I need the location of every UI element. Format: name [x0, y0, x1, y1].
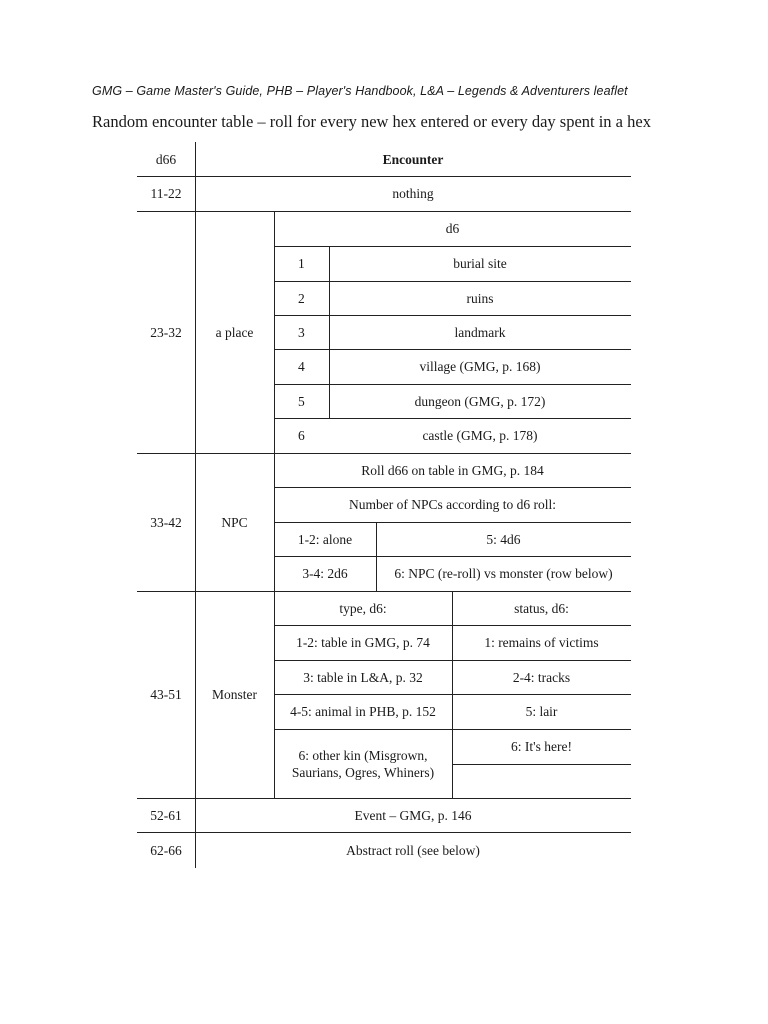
range-62-66: 62-66 [150, 842, 182, 858]
encounter-nothing: nothing [392, 186, 434, 201]
place-result: ruins [466, 290, 494, 306]
encounter-event: Event – GMG, p. 146 [354, 807, 472, 823]
npc-roll-instruction: Roll d66 on table in GMG, p. 184 [361, 462, 544, 478]
place-roll-number: 6 [298, 428, 305, 443]
monster-status-result: 5: lair [525, 704, 558, 719]
npc-count-instruction: Number of NPCs according to d6 roll: [349, 497, 556, 512]
monster-type-result: 3: table in L&A, p. 32 [303, 669, 423, 685]
npc-count-2d6: 3-4: 2d6 [302, 566, 348, 581]
place-roll-number: 5 [298, 393, 305, 409]
monster-type-header: type, d6: [339, 600, 387, 616]
place-roll-number: 4 [298, 359, 305, 374]
place-roll-number: 2 [298, 290, 305, 306]
place-result: landmark [454, 324, 506, 340]
encounter-monster: Monster [212, 687, 257, 702]
place-result: dungeon (GMG, p. 172) [414, 393, 546, 409]
place-roll-number: 1 [298, 256, 305, 271]
range-33-42: 33-42 [150, 514, 182, 530]
monster-status-header: status, d6: [514, 600, 569, 616]
monster-type-result: 6: other kin (Misgrown, Saurians, Ogres, Whiners) [291, 747, 435, 780]
place-d6-header: d6 [445, 221, 460, 236]
monster-status-result: 6: It's here! [511, 739, 572, 754]
place-roll-number: 3 [298, 324, 305, 340]
encounter-abstract-roll: Abstract roll (see below) [346, 842, 480, 858]
monster-type-result: 4-5: animal in PHB, p. 152 [290, 704, 436, 719]
header-d66: d66 [155, 151, 177, 167]
place-result: castle (GMG, p. 178) [422, 428, 538, 443]
range-23-32: 23-32 [150, 324, 182, 340]
header-encounter: Encounter [382, 151, 444, 167]
table-heading: Random encounter table – roll for every new hex entered or every day spent in a hex [92, 112, 651, 131]
abbreviation-legend: GMG – Game Master's Guide, PHB – Player's Handbook, L&A – Legends & Adventurers leaflet [92, 84, 628, 98]
npc-count-4d6: 5: 4d6 [486, 531, 521, 547]
range-43-51: 43-51 [150, 687, 182, 702]
encounter-place: a place [215, 324, 254, 340]
monster-type-result: 1-2: table in GMG, p. 74 [296, 635, 430, 650]
monster-status-result: 2-4: tracks [512, 669, 571, 685]
monster-status-result: 1: remains of victims [484, 635, 599, 650]
place-result: burial site [453, 256, 507, 271]
place-result: village (GMG, p. 168) [419, 359, 541, 374]
range-52-61: 52-61 [150, 807, 182, 823]
range-11-22: 11-22 [150, 186, 182, 201]
table-rule [452, 764, 631, 765]
npc-count-alone: 1-2: alone [297, 531, 353, 547]
npc-vs-monster: 6: NPC (re-roll) vs monster (row below) [394, 566, 613, 581]
encounter-npc: NPC [221, 514, 248, 530]
